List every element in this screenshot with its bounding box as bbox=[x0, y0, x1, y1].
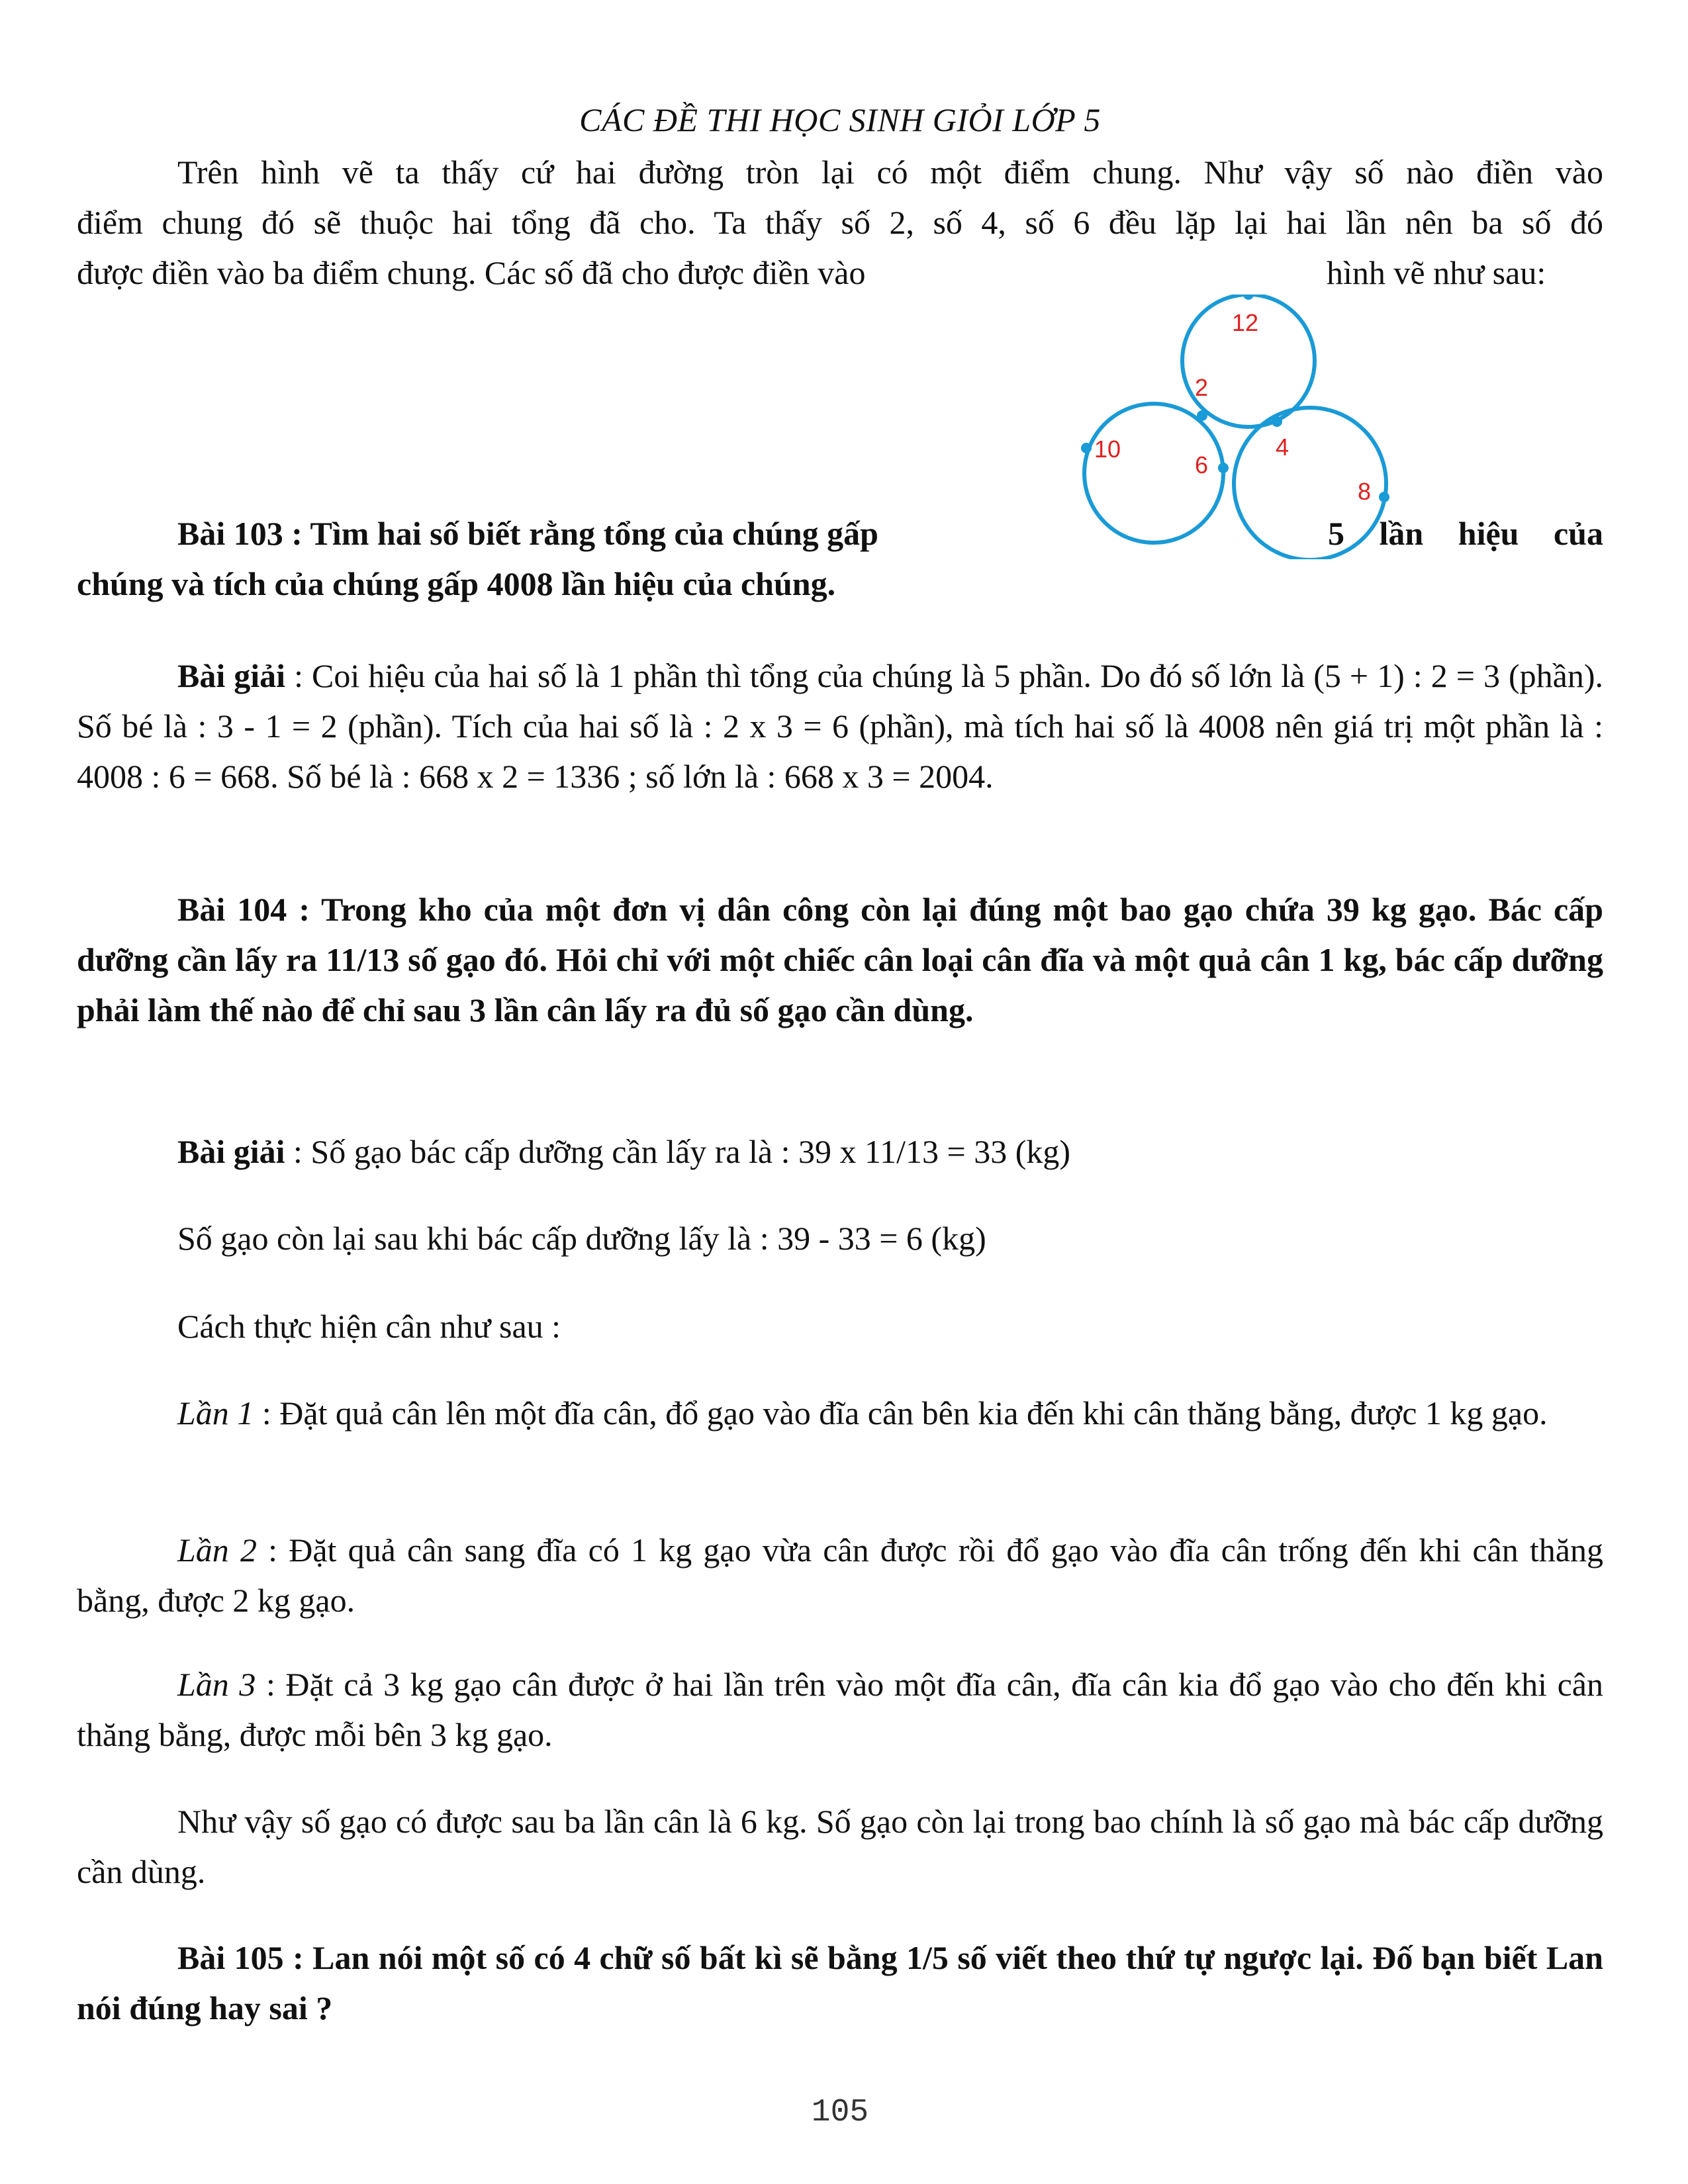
label-12: 12 bbox=[1232, 309, 1259, 336]
point-2 bbox=[1197, 410, 1207, 421]
point-10 bbox=[1081, 443, 1092, 453]
step-3-text: : Đặt cả 3 kg gạo cân được ở hai lần trên vào một đĩa cân, đĩa cân kia đổ gạo vào cho đến khi cân thăng bằng, được mỗi bên 3 kg gạo. bbox=[77, 1666, 1603, 1753]
label-2: 2 bbox=[1195, 374, 1209, 401]
bai104-step-3 bbox=[77, 1659, 1603, 1760]
step-2-text: : Đặt quả cân sang đĩa có 1 kg gạo vừa cân được rồi đổ gạo vào đĩa cân trống đến khi cân thăng bằng, được 2 kg gạo. bbox=[77, 1531, 1603, 1619]
intro-line-2: điểm chung đó sẽ thuộc hai tổng đã cho. Ta thấy số 2, số 4, số 6 đều lặp lại hai lần nên ba số đó bbox=[77, 204, 1603, 241]
bai104-remaining: Số gạo còn lại sau khi bác cấp dưỡng lấy là : 39 - 33 = 6 (kg) bbox=[177, 1220, 986, 1257]
bai103-solution-label: Bài giải bbox=[177, 657, 286, 694]
point-6 bbox=[1218, 463, 1229, 473]
page-number: 105 bbox=[811, 2095, 869, 2130]
intro-line-1: Trên hình vẽ ta thấy cứ hai đường tròn lại có một điểm chung. Như vậy số nào điền vào bbox=[177, 154, 1603, 191]
label-4: 4 bbox=[1276, 433, 1289, 461]
bai104-solution-label: Bài giải bbox=[177, 1133, 285, 1170]
point-12 bbox=[1243, 295, 1254, 300]
bai104-conclusion: Như vậy số gạo có được sau ba lần cân là 6 kg. Số gạo còn lại trong bao chính là số gạo mà bác cấp dưỡng cần dùng. bbox=[77, 1803, 1603, 1890]
bai103-solution bbox=[77, 651, 1603, 801]
bai104-method: Cách thực hiện cân như sau : bbox=[177, 1308, 561, 1345]
bai104-step-2 bbox=[77, 1525, 1603, 1625]
page-header: CÁC ĐỀ THI HỌC SINH GIỎI LỚP 5 bbox=[579, 101, 1101, 138]
point-4 bbox=[1272, 416, 1282, 427]
bai104-step-1 bbox=[77, 1388, 1603, 1438]
bai104-solution bbox=[77, 1126, 1603, 1177]
bai103-solution-text: : Coi hiệu của hai số là 1 phần thì tổng của chúng là 5 phần. Do đó số lớn là (5 + 1) : 2 = 3 (phần). Số bé là : 3 - 1 = 2 (phần). Tích của hai số là : 2 x 3 = 6 (phần), mà tích hai số là 4008 nên giá trị một phần là : 4008 : 6 = 668. Số bé là : 668 x 2 = 1336 ; số lớn là : 668 x 3 = 2004. bbox=[77, 657, 1603, 795]
bai105-problem: Bài 105 : Lan nói một số có 4 chữ số bất kì sẽ bằng 1/5 số viết theo thứ tự ngược lại. Đố bạn biết Lan nói đúng hay sai ? bbox=[77, 1939, 1603, 2026]
bai104-solution-text: : Số gạo bác cấp dưỡng cần lấy ra là : 39 x 11/13 = 33 (kg) bbox=[285, 1133, 1071, 1170]
bai103-line-2: chúng và tích của chúng gấp 4008 lần hiệu của chúng. bbox=[77, 565, 836, 602]
label-10: 10 bbox=[1094, 435, 1121, 463]
step-1-text: : Đặt quả cân lên một đĩa cân, đổ gạo vào đĩa cân bên kia đến khi cân thăng bằng, được 1 kg gạo. bbox=[254, 1394, 1548, 1432]
bai103-line-1-right: 5 lần hiệu của bbox=[1328, 515, 1603, 552]
intro-line-3-right: hình vẽ như sau: bbox=[1327, 254, 1546, 291]
point-8 bbox=[1379, 492, 1389, 502]
bai103-line-1-left: Bài 103 : Tìm hai số biết rằng tổng của chúng gấp bbox=[177, 515, 878, 552]
bai104-problem: Bài 104 : Trong kho của một đơn vị dân công còn lại đúng một bao gạo chứa 39 kg gạo. Bác cấp dưỡng cần lấy ra 11/13 số gạo đó. Hỏi chỉ với một chiếc cân loại cân đĩa và một quả cân 1 kg, bác cấp dưỡng phải làm thế nào để chỉ sau 3 lần cân lấy ra đủ số gạo cần dùng. bbox=[77, 891, 1603, 1028]
step-3-label: Lần 3 bbox=[177, 1666, 256, 1703]
step-1-label: Lần 1 bbox=[177, 1394, 254, 1432]
step-2-label: Lần 2 bbox=[177, 1531, 257, 1569]
label-8: 8 bbox=[1358, 478, 1372, 505]
intro-line-3-left: được điền vào ba điểm chung. Các số đã cho được điền vào bbox=[77, 254, 866, 291]
label-6: 6 bbox=[1195, 451, 1209, 478]
